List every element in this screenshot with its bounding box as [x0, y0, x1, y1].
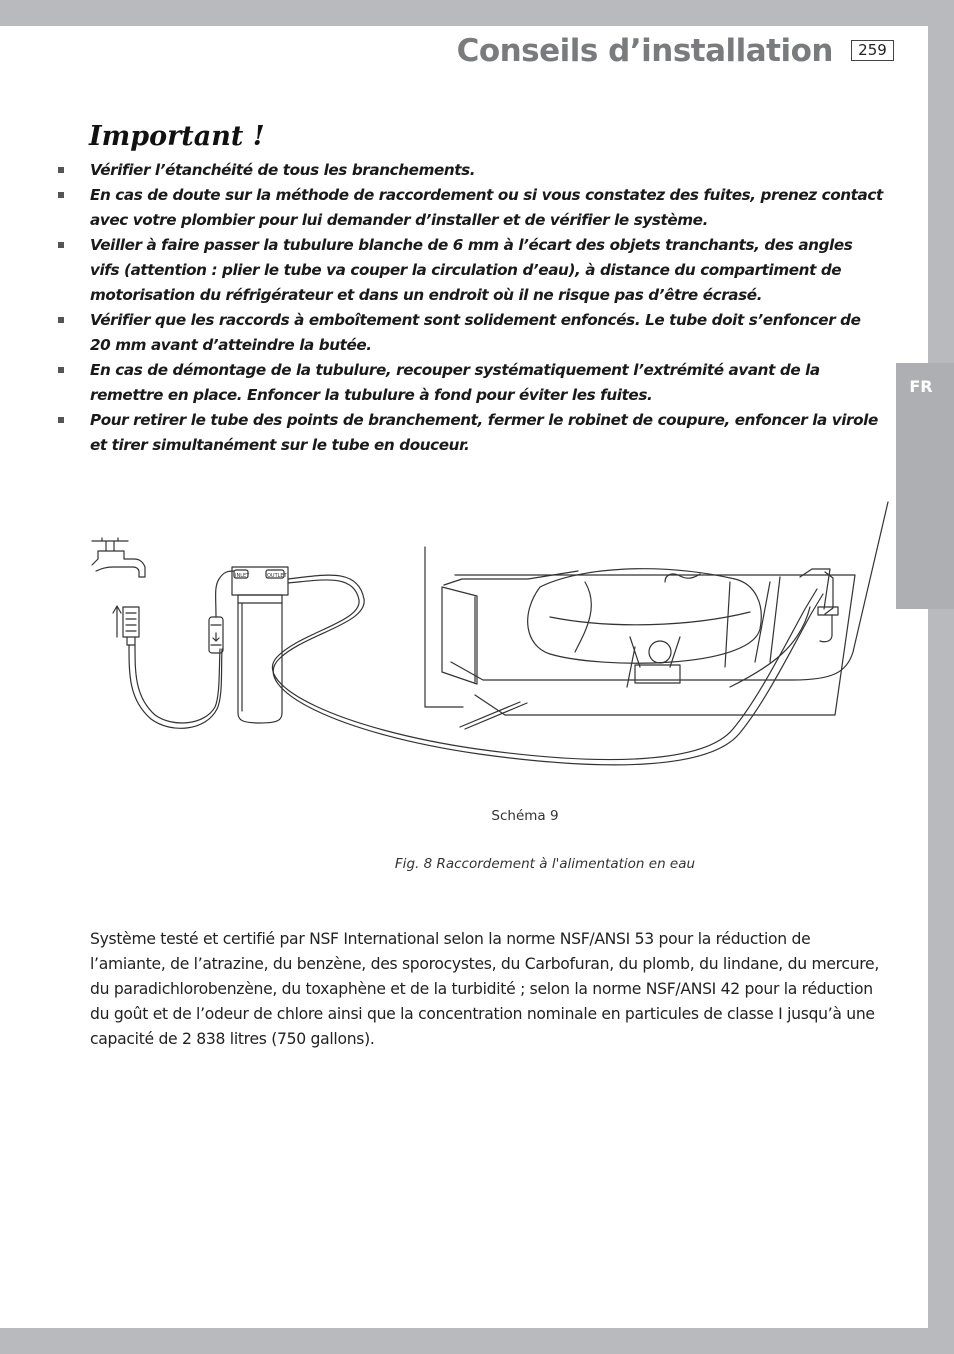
bullet-square-icon	[58, 192, 64, 198]
important-item-text: Vérifier que les raccords à emboîtement sont solidement enfoncés. Le tube doit s’enfoncer de 20 mm avant d’atteindre la butée.	[90, 311, 861, 354]
important-item	[55, 233, 885, 308]
inlet-tube	[216, 571, 234, 617]
bullet-square-icon	[58, 317, 64, 323]
important-heading: Important !	[89, 121, 265, 152]
bullet-square-icon	[58, 242, 64, 248]
flow-direction-arrow-icon	[113, 606, 121, 637]
figure-caption: Fig. 8 Raccordement à l'alimentation en eau	[394, 856, 696, 872]
bullet-square-icon	[58, 417, 64, 423]
refrigerator-base-icon	[425, 502, 888, 729]
important-item-text: En cas de doute sur la méthode de raccordement ou si vous constatez des fuites, prenez contact avec votre plombier pour lui demander d’installer et de vérifier le système.	[90, 186, 883, 229]
supply-tube-inner	[135, 645, 220, 723]
tap-adapter-icon	[123, 607, 139, 645]
important-item-text: En cas de démontage de la tubulure, recouper systématiquement l’extrémité avant de la remettre en place. Enfoncer la tubulure à fond pour éviter les fuites.	[90, 361, 820, 404]
important-item	[55, 308, 885, 358]
important-item	[55, 183, 885, 233]
bullet-square-icon	[58, 367, 64, 373]
important-item	[55, 158, 885, 183]
important-list	[55, 158, 885, 458]
schema-label: Schéma 9	[491, 808, 559, 824]
page-title: Conseils d’installation	[456, 33, 833, 69]
language-tab-label: FR	[909, 377, 933, 396]
outlet-tube	[273, 575, 823, 765]
language-tab	[896, 363, 954, 609]
water-connection-diagram	[80, 497, 895, 782]
water-tap-icon	[92, 538, 145, 577]
water-filter-icon	[232, 567, 288, 723]
important-item-text: Veiller à faire passer la tubulure blanche de 6 mm à l’écart des objets tranchants, des angles vifs (attention : plier le tube va couper la circulation d’eau), à distance du compartiment de motorisation du réfrigérateur et dans un endroit où il ne risque pas d’être écrasé.	[90, 236, 853, 304]
bullet-square-icon	[58, 167, 64, 173]
important-item-text: Vérifier l’étanchéité de tous les branchements.	[90, 161, 476, 179]
outlet-tube-inner	[272, 580, 817, 760]
certification-paragraph: Système testé et certifié par NSF International selon la norme NSF/ANSI 53 pour la réduction de l’amiante, de l’atrazine, du benzène, des sporocystes, du Carbofuran, du plomb, du lindane, du mercure, du paradichlorobenzène, du toxaphène et de la turbidité ; selon la norme NSF/ANSI 42 pour la réduction du goût et de l’odeur de chlore ainsi que la concentration nominale en particules de classe I jusqu’à une capacité de 2 838 litres (750 gallons).	[90, 930, 879, 1048]
important-item	[55, 408, 885, 458]
filter-inlet-label: INLET	[235, 573, 250, 579]
important-item-text: Pour retirer le tube des points de branchement, fermer le robinet de coupure, enfoncer la virole et tirer simultanément sur le tube en douceur.	[90, 411, 878, 454]
important-item	[55, 358, 885, 408]
check-valve-icon	[209, 617, 223, 653]
filter-outlet-label: OUTLET	[267, 573, 287, 579]
page-number: 259	[851, 40, 894, 61]
